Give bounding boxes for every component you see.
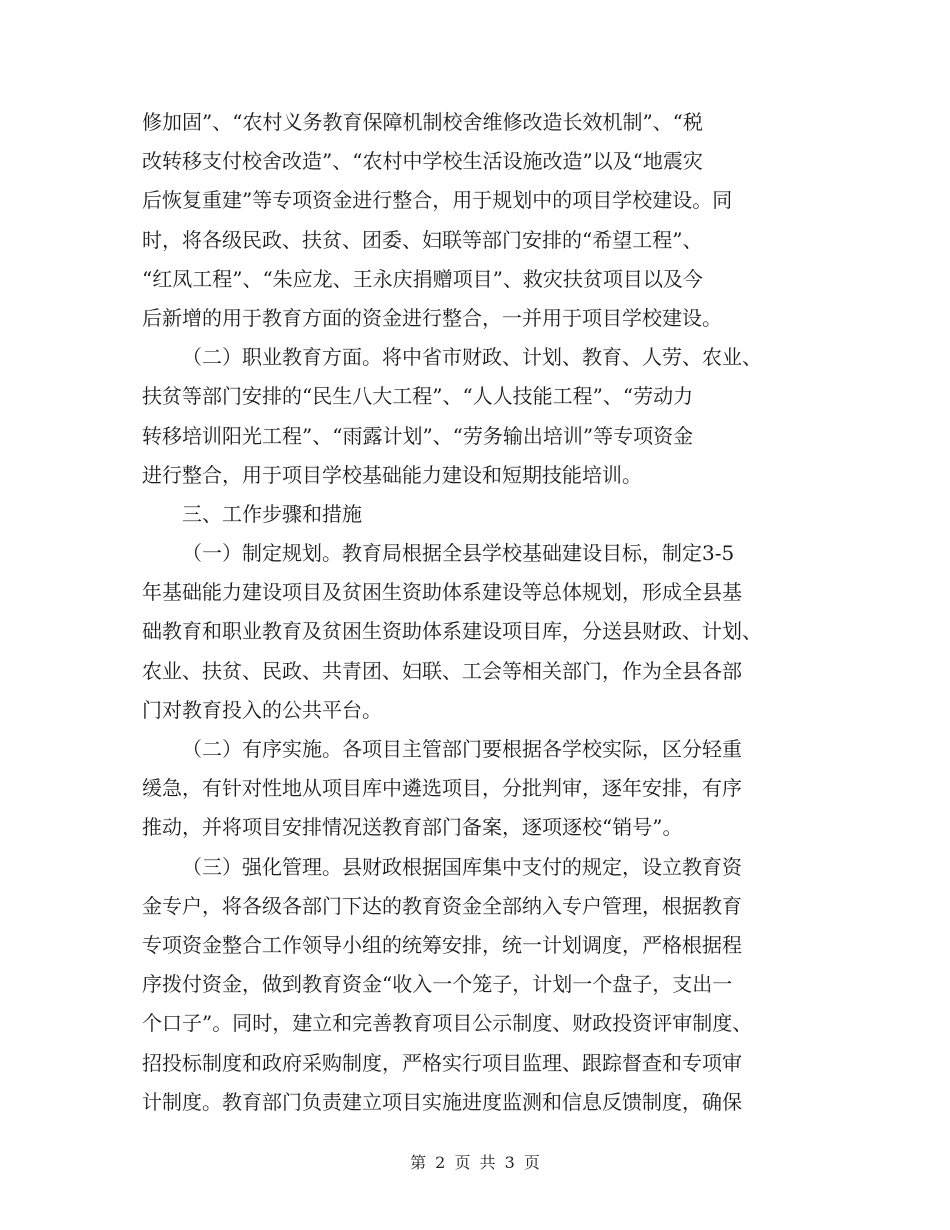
text-line: 计制度。教育部门负责建立项目实施进度监测和信息反馈制度，确保 [142, 1089, 742, 1114]
text-line: 个口子”。同时，建立和完善教育项目公示制度、财政投资评审制度、 [142, 1011, 753, 1036]
text-line: 缓急，有针对性地从项目库中遴选项目，分批判审，逐年安排，有序 [142, 776, 742, 801]
document-body [142, 103, 808, 1122]
text-line: 门对教育投入的公共平台。 [142, 697, 382, 722]
text-line: 后新增的用于教育方面的资金进行整合，一并用于项目学校建设。 [142, 305, 722, 330]
text-line: （二）职业教育方面。将中省市财政、计划、教育、人劳、农业、 [182, 345, 762, 370]
text-line: 础教育和职业教育及贫困生资助体系建设项目库，分送县财政、计划、 [142, 619, 762, 644]
text-line: （一）制定规划。教育局根据全县学校基础建设目标，制定3-5 [182, 541, 735, 566]
text-line: 招投标制度和政府采购制度，严格实行项目监理、跟踪督查和专项审 [142, 1050, 742, 1075]
text-line: （三）强化管理。县财政根据国库集中支付的规定，设立教育资 [182, 854, 742, 879]
text-line: 三、工作步骤和措施 [182, 501, 362, 526]
text-line: 时，将各级民政、扶贫、团委、妇联等部门安排的“希望工程”、 [142, 227, 703, 252]
text-line: 进行整合，用于项目学校基础能力建设和短期技能培训。 [142, 462, 642, 487]
text-line: 年基础能力建设项目及贫困生资助体系建设等总体规划，形成全县基 [142, 580, 742, 605]
page-footer: 第 2 页 共 3 页 [410, 1153, 540, 1172]
text-line: 专项资金整合工作领导小组的统筹安排，统一计划调度，严格根据程 [142, 932, 742, 957]
text-line: 推动，并将项目安排情况送教育部门备案，逐项逐校“销号”。 [142, 815, 683, 840]
text-line: 金专户，将各级各部门下达的教育资金全部纳入专户管理，根据教育 [142, 893, 742, 918]
text-line: 农业、扶贫、民政、共青团、妇联、工会等相关部门，作为全县各部 [142, 658, 742, 683]
text-line: 修加固”、“农村义务教育保障机制校舍维修改造长效机制”、“税 [142, 110, 703, 134]
text-line: 序拨付资金，做到教育资金“收入一个笼子，计划一个盘子，支出一 [142, 972, 733, 997]
text-line: “红凤工程”、“朱应龙、王永庆捐赠项目”、救灾扶贫项目以及今 [142, 266, 703, 291]
text-line: 改转移支付校舍改造”、“农村中学校生活设施改造”以及“地震灾 [142, 149, 703, 174]
text-line: 后恢复重建”等专项资金进行整合，用于规划中的项目学校建设。同 [142, 188, 733, 213]
text-line: 转移培训阳光工程”、“雨露计划”、“劳务输出培训”等专项资金 [142, 423, 694, 448]
text-line: 扶贫等部门安排的“民生八大工程”、“人人技能工程”、“劳动力 [142, 384, 694, 409]
text-line: （二）有序实施。各项目主管部门要根据各学校实际，区分轻重 [182, 737, 742, 761]
